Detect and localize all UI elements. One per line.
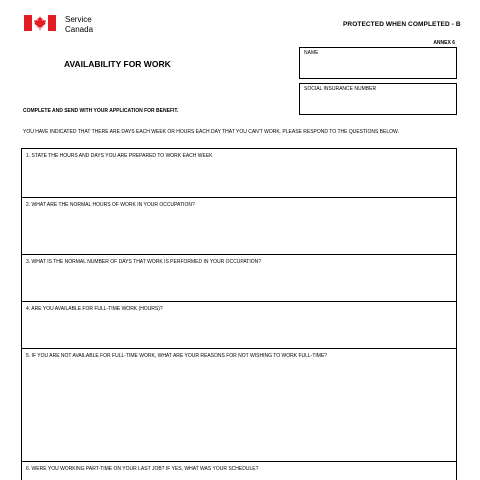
question-4-answer-box[interactable] [22,302,456,349]
brand-line-2: Canada [65,25,94,34]
maple-leaf-icon [34,16,46,30]
canada-flag-icon [24,15,56,31]
question-3-answer-box[interactable] [22,255,456,302]
intro-instruction: YOU HAVE INDICATED THAT THERE ARE DAYS EACH WEEK OR HOURS EACH DAY THAT YOU CAN'T WORK. PLEASE RESPOND TO THE QUESTIONS BELOW. [23,129,399,135]
flag-center [32,15,48,31]
question-5-answer-box[interactable] [22,349,456,462]
question-6-text: 6. WERE YOU WORKING PART-TIME ON YOUR LAST JOB? IF YES, WHAT WAS YOUR SCHEDULE? [26,466,259,472]
sin-field-label: SOCIAL INSURANCE NUMBER [304,86,377,92]
name-field[interactable] [299,47,457,79]
name-field-label: NAME [304,50,319,56]
annex-label: ANNEX 6 [433,40,455,46]
question-4-text: 4. ARE YOU AVAILABLE FOR FULL-TIME WORK (HOURS)? [26,306,163,312]
service-canada-wordmark [65,15,93,35]
complete-instruction: COMPLETE AND SEND WITH YOUR APPLICATION FOR BENEFIT. [23,108,179,114]
brand-line-1: Service [65,15,92,24]
questions-table [21,148,457,480]
question-1-text: 1. STATE THE HOURS AND DAYS YOU ARE PREPARED TO WORK EACH WEEK [26,153,213,159]
sin-field[interactable] [299,83,457,115]
question-5-text: 5. IF YOU ARE NOT AVAILABLE FOR FULL-TIME WORK, WHAT ARE YOUR REASONS FOR NOT WISHING TO WORK FULL-TIME? [26,353,328,359]
flag-right-bar [48,15,56,31]
question-1-answer-box[interactable] [22,149,456,198]
question-6-answer-box[interactable] [22,462,456,480]
question-3-text: 3. WHAT IS THE NORMAL NUMBER OF DAYS THAT WORK IS PERFORMED IN YOUR OCCUPATION? [26,259,262,265]
question-2-text: 2. WHAT ARE THE NORMAL HOURS OF WORK IN YOUR OCCUPATION? [26,202,195,208]
flag-left-bar [24,15,32,31]
form-title: AVAILABILITY FOR WORK [64,59,171,69]
protected-label: PROTECTED WHEN COMPLETED - B [343,21,461,28]
question-2-answer-box[interactable] [22,198,456,255]
